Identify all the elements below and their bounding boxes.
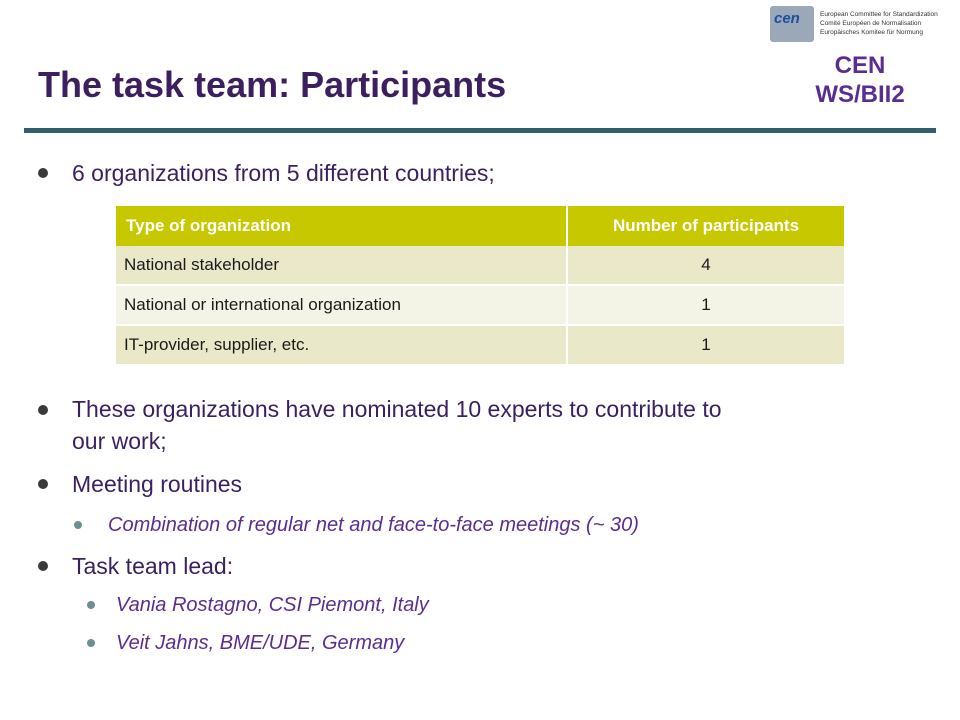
logo-line: Comité Européen de Normalisation	[820, 20, 922, 27]
cen-logo-mark	[770, 6, 814, 42]
logo-line: Europäisches Komitee für Normung	[820, 29, 923, 36]
sub-bullet-lead-1: Vania Rostagno, CSI Piemont, Italy	[116, 594, 429, 616]
bullet-organizations: 6 organizations from 5 different countries;	[72, 160, 495, 186]
header-type-of-organization: Type of organization	[116, 206, 567, 246]
header-number-of-participants: Number of participants	[567, 206, 845, 246]
table-row	[116, 246, 845, 285]
sub-bullet-dot	[87, 639, 95, 647]
bullet-experts-line1: These organizations have nominated 10 experts to contribute to	[72, 396, 722, 422]
bullet-dot	[38, 405, 48, 415]
cell-count: 1	[567, 325, 845, 365]
cen-logo-caption	[820, 10, 938, 37]
bullet-dot	[38, 561, 48, 571]
table-row	[116, 285, 845, 325]
bullet-task-team-lead: Task team lead:	[72, 553, 234, 579]
sub-bullet-dot	[74, 521, 82, 529]
bullet-dot	[38, 168, 48, 178]
sub-bullet-lead-2: Veit Jahns, BME/UDE, Germany	[116, 632, 405, 654]
bullet-experts-line2: our work;	[72, 428, 167, 454]
cen-logo	[770, 6, 940, 46]
title-divider	[24, 128, 936, 133]
table-row	[116, 325, 845, 365]
cell-type: National or international organization	[116, 285, 567, 325]
workshop-tag-line1: CEN	[834, 52, 886, 79]
bullet-meeting-routines: Meeting routines	[72, 471, 243, 497]
cell-type: National stakeholder	[116, 246, 567, 285]
workshop-tag	[790, 52, 930, 110]
bullet-dot	[38, 479, 48, 489]
cell-count: 4	[567, 246, 845, 285]
sub-bullet-meetings: Combination of regular net and face-to-face meetings (~ 30)	[108, 514, 639, 536]
cell-count: 1	[567, 285, 845, 325]
cen-logo-text: cen	[774, 10, 800, 27]
table-header-row	[116, 206, 845, 246]
sub-bullet-dot	[87, 601, 95, 609]
participants-table	[116, 206, 846, 366]
cell-type: IT-provider, supplier, etc.	[116, 325, 567, 365]
slide-title: The task team: Participants	[38, 64, 507, 105]
logo-line: European Committee for Standardization	[820, 11, 938, 18]
workshop-tag-line2: WS/BII2	[815, 80, 905, 108]
